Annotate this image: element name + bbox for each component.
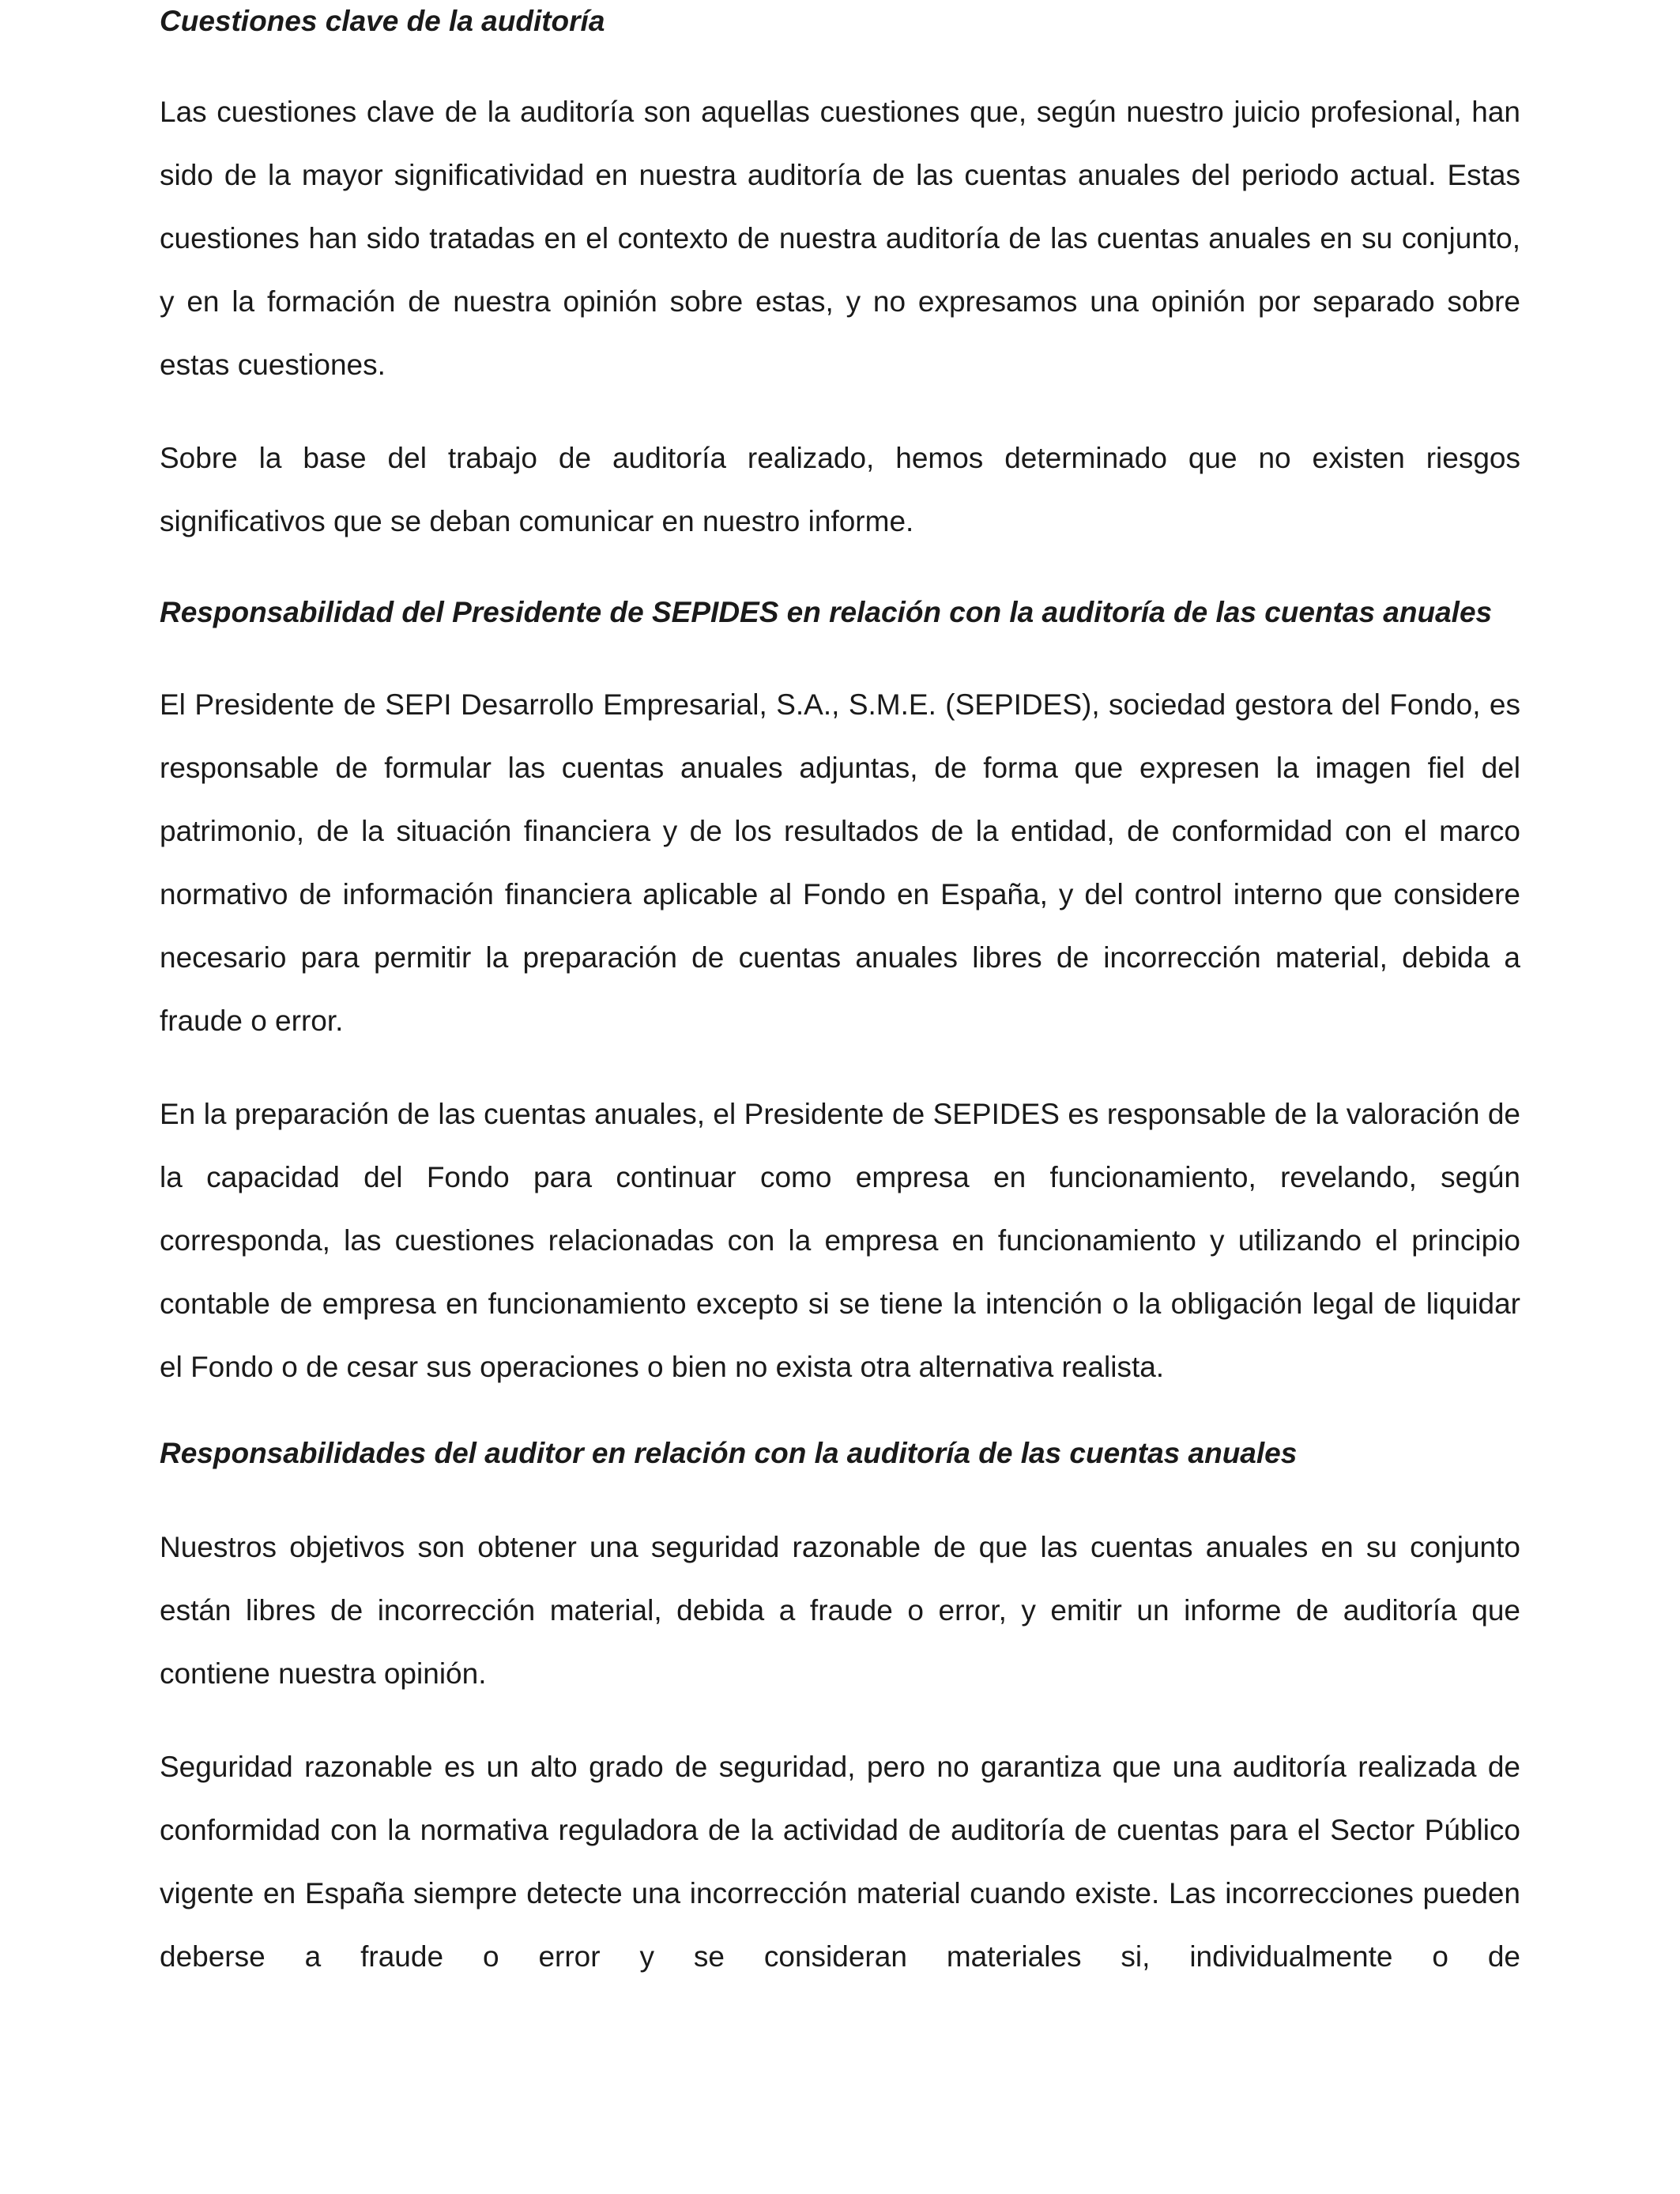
paragraph-seguridad-razonable: Seguridad razonable es un alto grado de seguridad, pero no garantiza que una auditoría realizada de conformidad con la normativa reguladora de la actividad de auditoría de cuentas para el Sector Público vigente en España siempre detecte una incorrección material cuando existe. Las incorrecciones pueden deberse a fraude o error y se consideran materiales si, individualmente o de	[160, 1751, 1520, 1973]
paragraph-riesgos-significativos: Sobre la base del trabajo de auditoría realizado, hemos determinado que no existen riesgos significativos que se deban comunicar en nuestro informe.	[160, 442, 1520, 537]
section-heading-cuestiones-clave: Cuestiones clave de la auditoría	[160, 5, 605, 37]
paragraph-objetivos-auditor: Nuestros objetivos son obtener una seguridad razonable de que las cuentas anuales en su conjunto están libres de incorrección material, debida a fraude o error, y emitir un informe de auditoría que contiene nuestra opinión.	[160, 1531, 1520, 1690]
paragraph-preparacion-cuentas-anuales: En la preparación de las cuentas anuales, el Presidente de SEPIDES es responsable de la valoración de la capacidad del Fondo para continuar como empresa en funcionamiento, revelando, según corresponda, las cuestiones relacionadas con la empresa en funcionamiento y utilizando el principio contable de empresa en funcionamiento excepto si se tiene la intención o la obligación legal de liquidar el Fondo o de cesar sus operaciones o bien no exista otra alternativa realista.	[160, 1098, 1520, 1383]
section-heading-responsabilidades-auditor: Responsabilidades del auditor en relación con la auditoría de las cuentas anuales	[160, 1437, 1298, 1469]
paragraph-presidente-responsable-formular: El Presidente de SEPI Desarrollo Empresarial, S.A., S.M.E. (SEPIDES), sociedad gestora del Fondo, es responsable de formular las cuentas anuales adjuntas, de forma que expresen la imagen fiel del patrimonio, de la situación financiera y de los resultados de la entidad, de conformidad con el marco normativo de información financiera aplicable al Fondo en España, y del control interno que considere necesario para permitir la preparación de cuentas anuales libres de incorrección material, debida a fraude o error.	[160, 688, 1520, 1037]
section-heading-responsabilidad-presidente: Responsabilidad del Presidente de SEPIDES en relación con la auditoría de las cuentas anuales	[160, 596, 1493, 628]
paragraph-cuestiones-clave-definition: Las cuestiones clave de la auditoría son aquellas cuestiones que, según nuestro juicio profesional, han sido de la mayor significatividad en nuestra auditoría de las cuentas anuales del periodo actual. Estas cuestiones han sido tratadas en el contexto de nuestra auditoría de las cuentas anuales en su conjunto, y en la formación de nuestra opinión sobre estas, y no expresamos una opinión por separado sobre estas cuestiones.	[160, 96, 1520, 381]
